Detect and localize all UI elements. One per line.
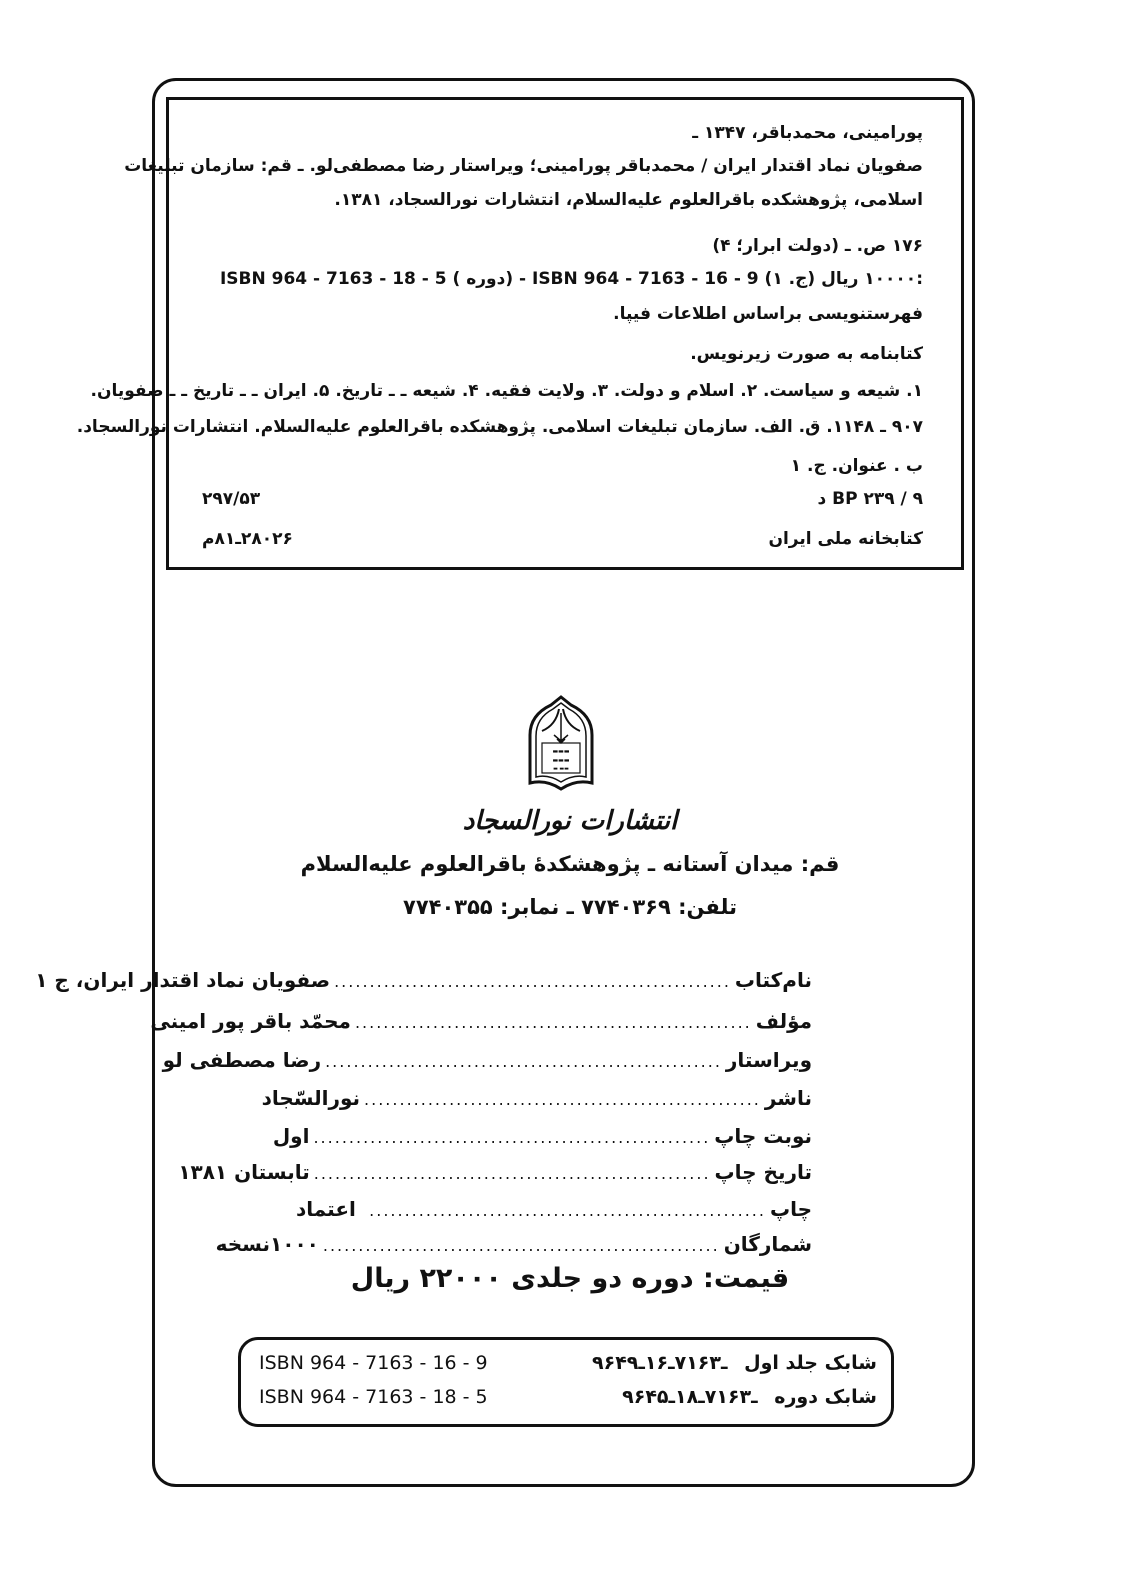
spec-value: تابستان ۱۳۸۱ [178, 1160, 310, 1184]
cip-library-number: ۲۸۰۲۶ـ۸۱م [202, 529, 293, 549]
isbn-latin: ISBN 964 - 7163 - 16 - 9 [259, 1352, 488, 1374]
spec-row-book-name [35, 968, 812, 1000]
publisher-logo-icon [526, 695, 596, 793]
spec-dots: ........................................................ [354, 1013, 752, 1032]
spec-value: محمّد باقر پور امینی [150, 1009, 351, 1033]
cip-library-name: کتابخانه ملی ایران [768, 529, 923, 549]
spec-label: چاپ [769, 1197, 812, 1221]
spec-value: اعتماد [296, 1197, 356, 1221]
svg-text:▬ ▬▬: ▬ ▬▬ [553, 766, 569, 772]
price-line: قیمت: دوره دو جلدی ۲۲۰۰۰ ریال [350, 1263, 790, 1294]
cip-isbn-line [187, 268, 923, 290]
isbn-label: شابک جلد اول [744, 1352, 877, 1374]
spec-dots: ........................................................ [313, 1164, 711, 1183]
spec-dots: ........................................................ [313, 1128, 711, 1147]
cip-subjects-line: ۱. شیعه و سیاست. ۲. اسلام و دولت. ۳. ولایت فقیه. ۴. شیعه ـ ـ تاریخ. ۵. ایران ـ ـ تاریخ ـ ـ صفویان. [90, 381, 923, 401]
cip-catalog-box [76, 97, 964, 570]
cip-lc-number: BP ۲۳۹ / ۹ د [817, 489, 923, 509]
cip-bibliography-line: کتابنامه به صورت زیرنویس. [690, 344, 923, 364]
publisher-address: قم: میدان آستانه ـ پژوهشکدهٔ باقرالعلوم علیه‌السلام [300, 852, 840, 876]
isbn-row-volume-1 [259, 1348, 877, 1378]
cip-pages-line: ۱۷۶ ص. ـ (دولت ابرار؛ ۴) [712, 236, 923, 256]
spec-dots: ........................................................ [325, 1052, 722, 1071]
spec-dots: ........................................................ [322, 1236, 720, 1255]
cip-title-line: صفویان نماد اقتدار ایران / محمدباقر پورامینی؛ ویراستار رضا مصطفی‌لو. ـ قم: سازمان تبلیغات [124, 156, 923, 176]
spec-value: نورالسّجاد [261, 1086, 361, 1110]
publisher-name: انتشارات نورالسجاد [462, 806, 678, 836]
isbn-row-set [259, 1382, 877, 1412]
spec-row-editor [162, 1048, 812, 1080]
spec-row-printer [296, 1197, 812, 1229]
spec-row-publisher [261, 1086, 812, 1118]
isbn-fa-number: ۹۶۴ـ۷۱۶۳ـ۱۶ـ۹ [592, 1352, 728, 1374]
spec-row-print-date [178, 1160, 812, 1192]
publisher-phone: تلفن: ۷۷۴۰۳۶۹ ـ نمابر: ۷۷۴۰۳۵۵ [403, 895, 737, 919]
spec-row-author [150, 1009, 812, 1041]
cip-isbn-text: ISBN 964 - 7163 - 18 - 5 ( دوره) - ISBN 964 - 7163 - 16 - 9 (ج. ۱) ۱۰۰۰۰ ریال: [219, 269, 923, 289]
spec-label: ناشر [764, 1086, 812, 1110]
spec-row-edition [272, 1124, 812, 1156]
logo-text: ▬▬▬ [552, 748, 570, 755]
cip-entries-line: ۹۰۷ ـ ۱۱۴۸. ق. الف. سازمان تبلیغات اسلامی. پژوهشکده باقرالعلوم علیه‌السلام. انتشارات نورالسجاد. [76, 417, 923, 437]
spec-label: مؤلف [755, 1009, 812, 1033]
isbn-latin: ISBN 964 - 7163 - 18 - 5 [259, 1386, 488, 1408]
isbn-fa [604, 1386, 877, 1408]
cip-fipa-line: فهرستنویسی براساس اطلاعات فیپا. [613, 304, 923, 324]
svg-text:▬▬▬: ▬▬▬ [552, 757, 570, 764]
spec-value: ۱۰۰۰نسخه [215, 1232, 319, 1256]
spec-label: نام‌کتاب [734, 968, 812, 992]
spec-label: شمارگان [723, 1232, 812, 1256]
cip-dewey-number: ۲۹۷/۵۳ [202, 489, 261, 509]
spec-row-circulation [215, 1232, 812, 1264]
spec-dots: ........................................................ [334, 972, 731, 991]
spec-value: اول [272, 1124, 310, 1148]
isbn-fa-number: ۹۶۴ـ۷۱۶۳ـ۱۸ـ۵ [622, 1386, 758, 1408]
cip-publisher-line: اسلامی، پژوهشکده باقرالعلوم علیه‌السلام، انتشارات نورالسجاد، ۱۳۸۱. [334, 190, 923, 210]
isbn-label: شابک دوره [774, 1386, 877, 1408]
cip-author-line: پورامینی، محمدباقر، ۱۳۴۷ ـ [692, 123, 923, 143]
isbn-box [238, 1337, 894, 1427]
spec-value: رضا مصطفی لو [162, 1048, 322, 1072]
spec-dots: ........................................................ [369, 1201, 766, 1220]
spec-label: تاریخ چاپ [714, 1160, 812, 1184]
spec-dots: ........................................................ [364, 1090, 761, 1109]
spec-label: ویراستار [725, 1048, 812, 1072]
cip-title-entry-line: ب . عنوان. ج. ۱ [790, 456, 923, 476]
spec-value: صفویان نماد اقتدار ایران، ج ۱ [35, 968, 331, 992]
spec-label: نوبت چاپ [714, 1124, 812, 1148]
isbn-fa [574, 1352, 877, 1374]
